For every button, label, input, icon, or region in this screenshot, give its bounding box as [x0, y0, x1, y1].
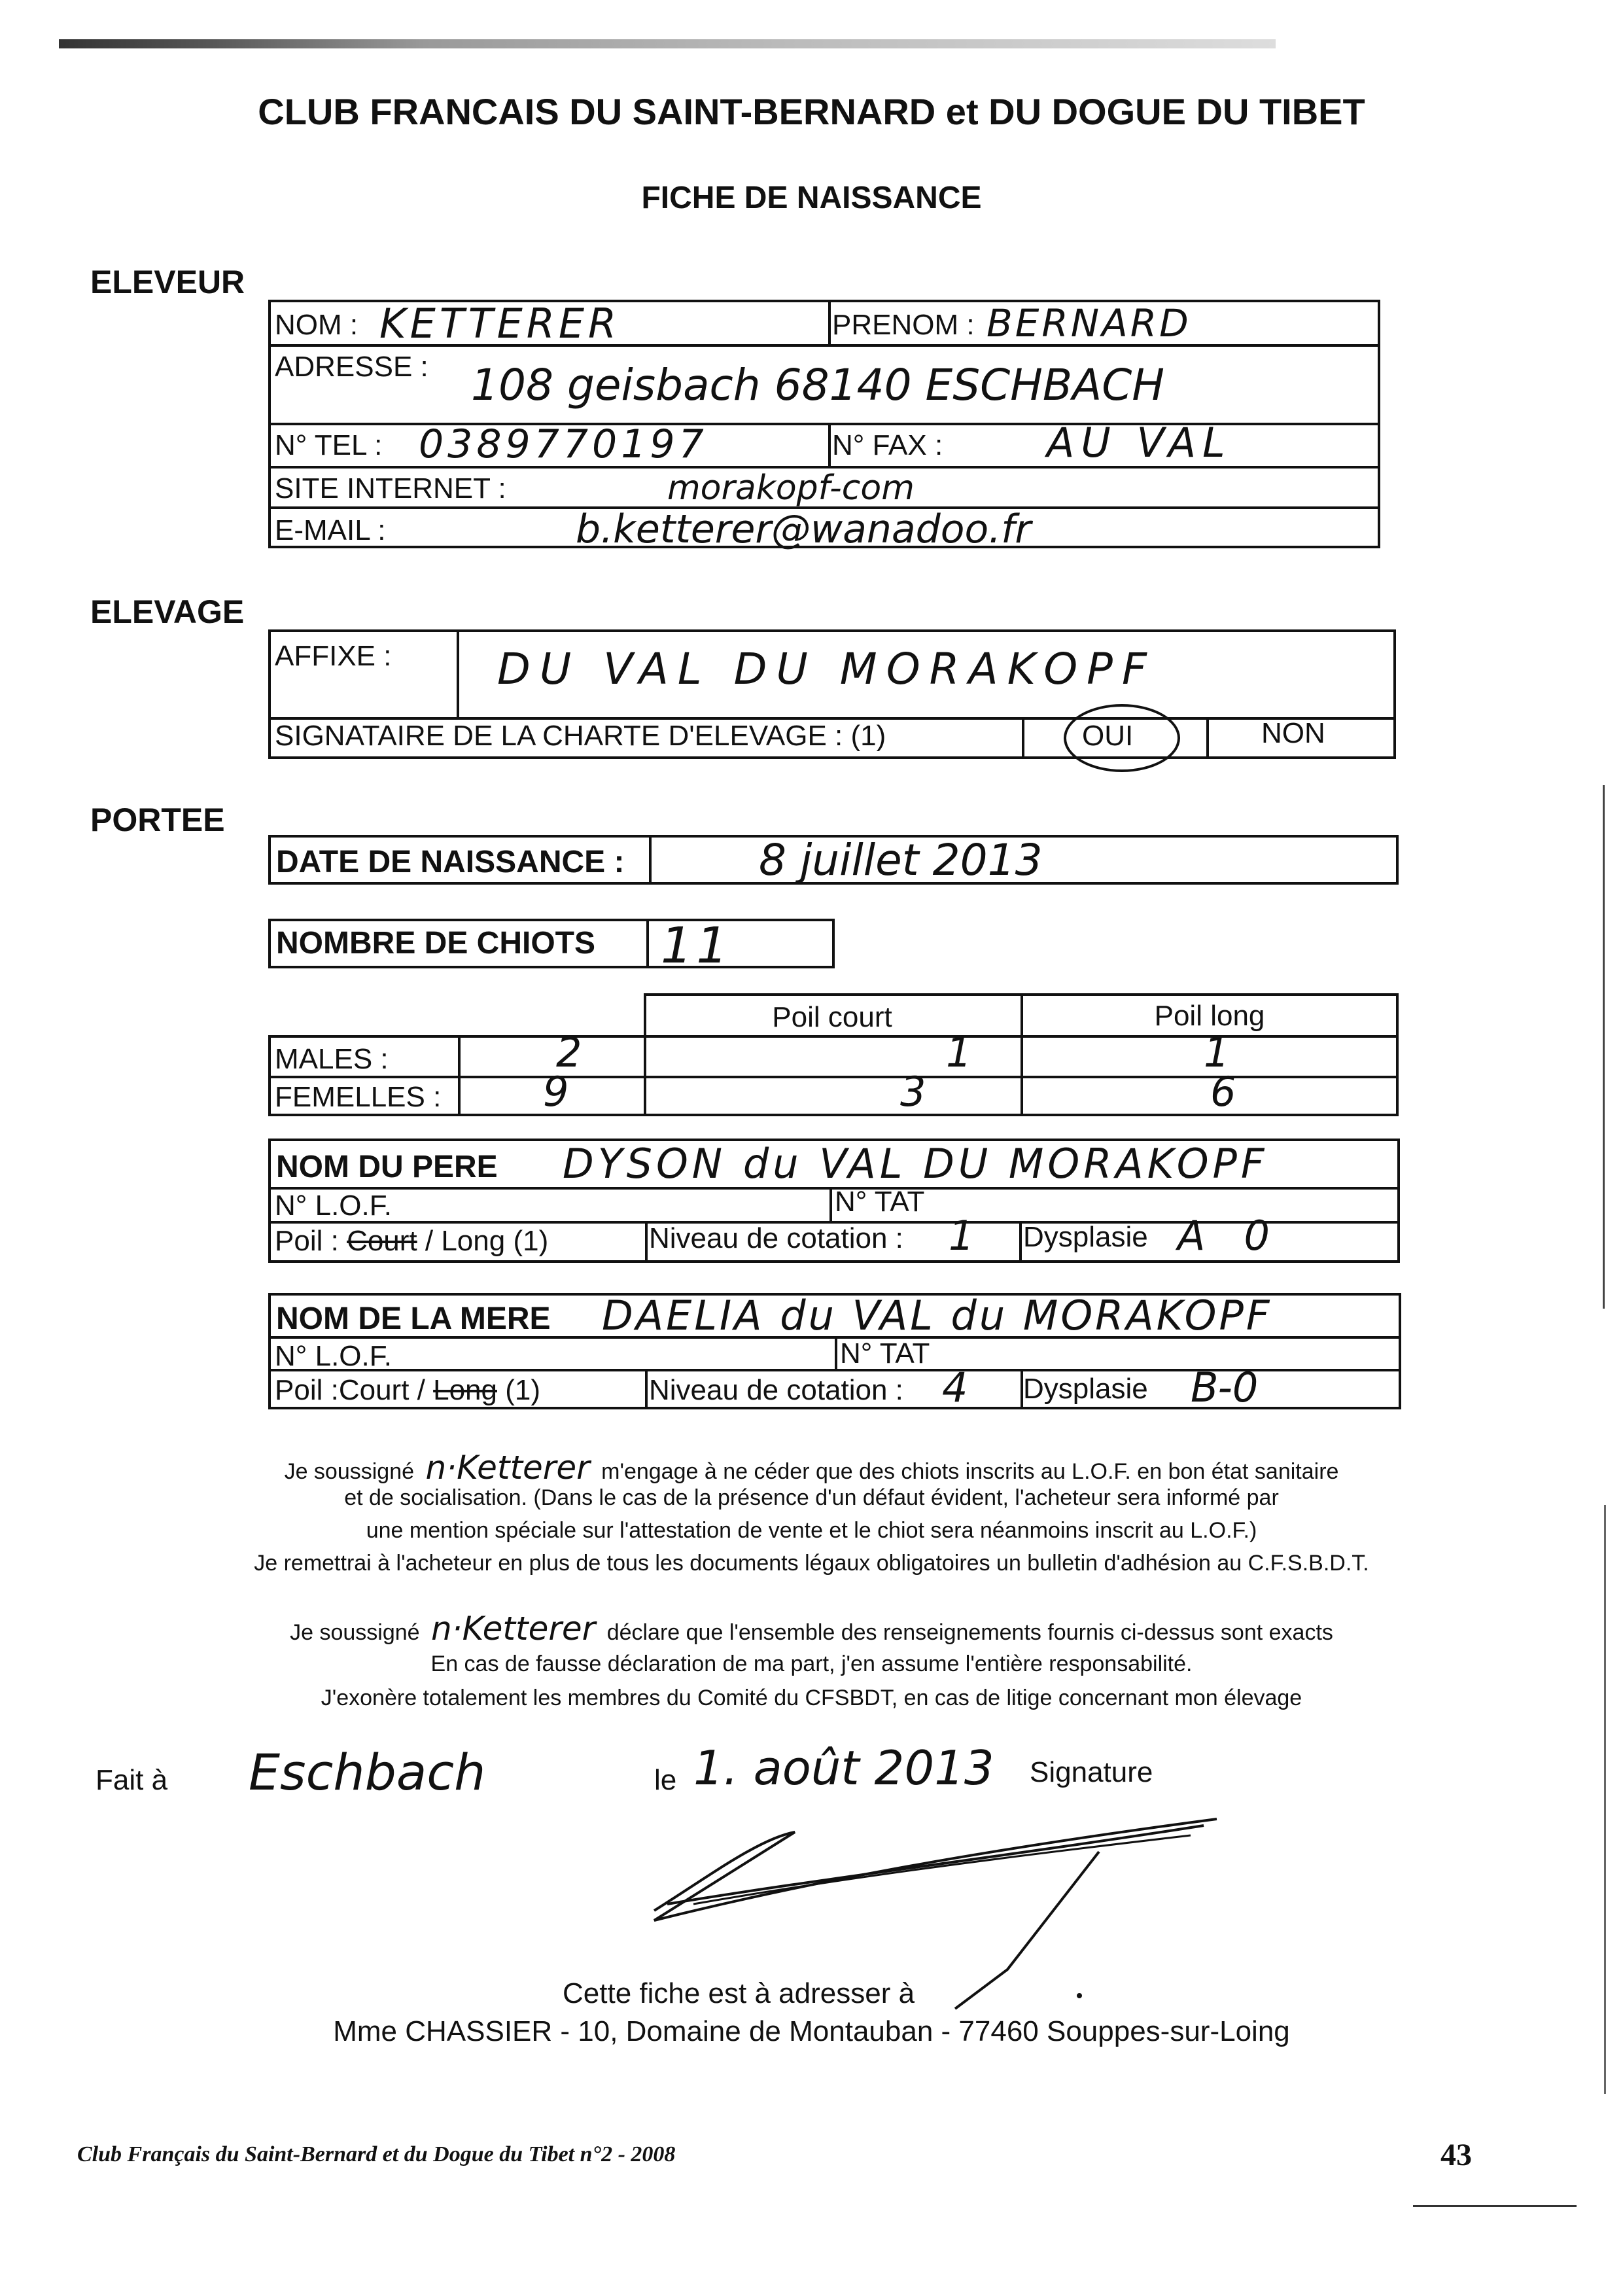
nom-value: KETTERER: [379, 300, 621, 347]
declaration-line-4: Je remettrai à l'acheteur en plus de tous les documents légaux obligatoires un bulletin d'adhésion au C.F.S.B.D.T.: [254, 1551, 1369, 1576]
fax-value: AU VAL: [1047, 419, 1232, 467]
page-number: 43: [1440, 2138, 1472, 2172]
mere-dysplasie-value: B-0: [1191, 1364, 1259, 1411]
femelles-court: 3: [900, 1068, 926, 1116]
adresse-label: ADRESSE :: [275, 351, 428, 383]
fait-value: Eschbach: [249, 1743, 486, 1801]
email-label: E-MAIL :: [275, 514, 386, 546]
pere-dysplasie-label: Dysplasie: [1023, 1221, 1148, 1253]
pere-label: NOM DU PERE: [276, 1150, 498, 1184]
footer-rule: [1413, 2205, 1577, 2207]
page-subtitle: FICHE DE NAISSANCE: [641, 181, 982, 215]
mere-cotation-value: 4: [942, 1364, 968, 1411]
nom-label: NOM :: [275, 309, 358, 341]
femelles-long: 6: [1210, 1068, 1236, 1116]
mere-poil: Poil :Court / Long (1): [275, 1374, 541, 1406]
site-label: SITE INTERNET :: [275, 472, 506, 504]
le-label: le: [654, 1764, 677, 1796]
affixe-value: DU VAL DU MORAKOPF: [497, 644, 1156, 694]
males-court: 1: [946, 1029, 972, 1076]
fait-label: Fait à: [96, 1764, 168, 1796]
tel-value: 0389770197: [419, 421, 708, 467]
section-elevage: ELEVAGE: [90, 593, 245, 630]
pere-cotation-value: 1: [949, 1212, 975, 1260]
scan-edge-mark: [1603, 785, 1605, 1309]
pere-value: DYSON du VAL DU MORAKOPF: [563, 1140, 1268, 1188]
affixe-label: AFFIXE :: [275, 640, 392, 672]
chiots-label: NOMBRE DE CHIOTS: [276, 926, 596, 961]
section-portee: PORTEE: [90, 802, 225, 838]
pere-lof-label: N° L.O.F.: [275, 1190, 392, 1222]
tel-label: N° TEL :: [275, 429, 383, 461]
declaration-signature-1: n·Ketterer: [425, 1449, 590, 1487]
declaration-line-7: J'exonère totalement les membres du Comité du CFSBDT, en cas de litige concernant mon élevage: [321, 1686, 1302, 1710]
scan-top-strip: [59, 39, 1276, 48]
pere-dysplasie-value: A 0: [1178, 1212, 1270, 1260]
chiots-value: 11: [661, 916, 732, 974]
mere-label: NOM DE LA MERE: [276, 1301, 551, 1336]
mere-tat-label: N° TAT: [840, 1337, 930, 1369]
prenom-value: BERNARD: [986, 301, 1191, 345]
males-long: 1: [1204, 1029, 1230, 1076]
charte-non: NON: [1261, 717, 1325, 749]
femelles-label: FEMELLES :: [275, 1081, 442, 1113]
femelles-total: 9: [543, 1068, 569, 1116]
pere-tat-label: N° TAT: [835, 1186, 925, 1218]
date-label: DATE DE NAISSANCE :: [276, 845, 625, 879]
site-value: morakopf-com: [667, 468, 915, 508]
charte-oui: OUI: [1082, 720, 1134, 752]
declaration-line-1: Je soussigné n·Ketterer m'engage à ne céder que des chiots inscrits au L.O.F. en bon état sanitaire: [284, 1449, 1339, 1487]
charte-label: SIGNATAIRE DE LA CHARTE D'ELEVAGE : (1): [275, 720, 886, 752]
pere-poil: Poil : Court / Long (1): [275, 1225, 549, 1257]
declaration-line-2: et de socialisation. (Dans le cas de la présence d'un défaut évident, l'acheteur sera informé par: [344, 1485, 1279, 1510]
email-value: b.ketterer@wanadoo.fr: [576, 506, 1032, 552]
mere-lof-label: N° L.O.F.: [275, 1340, 392, 1372]
address-line-1: Cette fiche est à adresser à: [563, 1977, 915, 2009]
prenom-label: PRENOM :: [832, 309, 975, 341]
scan-edge-mark: [1604, 1505, 1606, 2094]
signature-label: Signature: [1030, 1756, 1153, 1788]
page-title: CLUB FRANCAIS DU SAINT-BERNARD et DU DOGUE DU TIBET: [258, 91, 1365, 132]
adresse-value: 108 geisbach 68140 ESCHBACH: [471, 360, 1164, 410]
males-label: MALES :: [275, 1043, 389, 1075]
oui-circle: [1064, 704, 1180, 772]
col-poil-court: Poil court: [772, 1001, 892, 1033]
declaration-signature-2: n·Ketterer: [431, 1610, 596, 1648]
section-eleveur: ELEVEUR: [90, 264, 245, 300]
fax-label: N° FAX :: [832, 429, 943, 461]
mere-value: DAELIA du VAL du MORAKOPF: [602, 1292, 1272, 1339]
pere-cotation-label: Niveau de cotation :: [649, 1222, 903, 1254]
mere-dysplasie-label: Dysplasie: [1023, 1373, 1148, 1405]
date-value: 8 juillet 2013: [759, 835, 1043, 885]
le-value: 1. août 2013: [693, 1740, 994, 1795]
males-total: 2: [556, 1029, 582, 1076]
mere-cotation-label: Niveau de cotation :: [649, 1374, 903, 1406]
address-line-2: Mme CHASSIER - 10, Domaine de Montauban - 77460 Souppes-sur-Loing: [333, 2015, 1290, 2047]
declaration-line-5: Je soussigné n·Ketterer déclare que l'ensemble des renseignements fournis ci-dessus sont exacts: [290, 1610, 1333, 1648]
col-poil-long: Poil long: [1154, 1000, 1265, 1032]
declaration-line-3: une mention spéciale sur l'attestation de vente et le chiot sera néanmoins inscrit au L.O.F.): [366, 1518, 1257, 1543]
footer-text: Club Français du Saint-Bernard et du Dogue du Tibet n°2 - 2008: [77, 2142, 676, 2166]
declaration-line-6: En cas de fausse déclaration de ma part, j'en assume l'entière responsabilité.: [430, 1651, 1193, 1676]
